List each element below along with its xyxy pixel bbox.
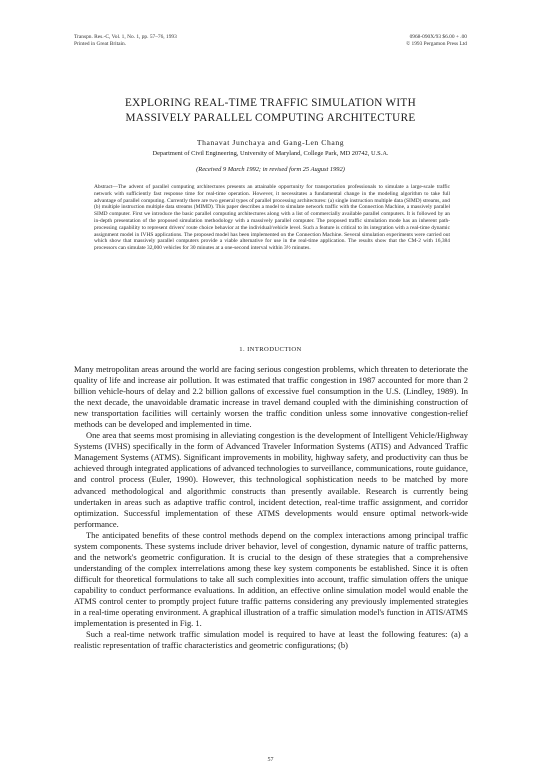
body-text bbox=[74, 364, 468, 651]
paragraph-1: Many metropolitan areas around the world are facing serious congestion problems, which threaten to deteriorate the quality of life and increase air pollution. It was estimated that traffic congestion in 1987 accounted for more than 2 billion vehicle-hours of delay and 2.2 billion gallons of excessive fuel consumption in the U.S. (Lindley, 1989). In the next decade, the unavoidable dramatic increase in travel demand coupled with the diminishing construction of new transportation facilities will certainly worsen the traffic condition unless some innovative congestion-relief methods can be developed and implemented in time. bbox=[74, 364, 468, 430]
price-code-line: 0968-090X/93 $6.00 + .00 bbox=[409, 34, 467, 40]
citation-line: Transpn. Res.-C, Vol. 1, No. 1, pp. 57–76, 1993 bbox=[74, 34, 177, 40]
abstract bbox=[94, 184, 450, 252]
abstract-text: —The advent of parallel computing architectures presents an attainable opportunity for transportation professionals to simulate a large-scale traffic network with sufficiently fast response time for real-time operation. However, it necessitates a fundamental change in the modeling algorithm to take full advantage of parallel computing. Currently there are two general types of parallel processing architectures: (a) single instruction multiple data (SIMD) streams, and (b) multiple instruction multiple data streams (MIMD). This paper describes a model to simulate network traffic with the Connection Machine, a massively parallel SIMD computer. First we introduce the basic parallel computing architectures along with a list of commercially available parallel computers. It is followed by an in-depth presentation of the proposed simulation methodology with a massively parallel computer. The proposed traffic simulation mode has an inherent path-processing capability to represent drivers' route choice behavior at the individual/vehicle level. Such a feature is critical to its integration with a real-time dynamic assignment model in IVHS applications. The proposed model has been implemented on the Connection Machine. Several simulation experiments were carried out which show that massively parallel computers provide a viable alternative for use in the real-time application. The results show that the CM-2 with 16,384 processors can simulate 32,000 vehicles for 30 minutes at a one-second interval within 3½ minutes. bbox=[94, 184, 450, 252]
section-heading: 1. INTRODUCTION bbox=[239, 346, 302, 353]
paragraph-4: Such a real-time network traffic simulation model is required to have at least the following features: (a) a realistic representation of traffic characteristics and geometric configurations; (b) bbox=[74, 629, 468, 651]
abstract-lead: Abstract bbox=[94, 184, 113, 190]
journal-citation bbox=[74, 34, 177, 48]
received-dates: (Received 9 March 1992; in revised form 25 August 1992) bbox=[196, 166, 345, 173]
paragraph-2: One area that seems most promising in alleviating congestion is the development of Intelligent Vehicle/Highway Systems (IVHS) specifically in the form of Advanced Traveler Information Systems (ATIS) and Advanced Traffic Management Systems (ATMS). Significant improvements in mobility, highway safety, and productivity can thus be achieved through integrated applications of advanced technologies to surveillance, communications, route guidance, and control process (Euler, 1990). However, this technological sophistication needs to be matched by more advanced methodological and algorithmic constructs than presently available. Research is currently being undertaken in areas such as adaptive traffic control, incident detection, real-time traffic assignment, and corridor optimization. Successful implementation of these ATMS developments would ensure optimal network-wide performance. bbox=[74, 430, 468, 529]
authors: Thanavat Junchaya and Gang-Len Chang bbox=[196, 138, 345, 147]
paragraph-3: The anticipated benefits of these control methods depend on the complex interactions among principal traffic system components. These systems include driver behavior, level of congestion, dynamic nature of traffic patterns, and the network's geometric configuration. It is crucial to the design of these strategies that a comprehensive understanding of the complex interrelations among these key system components be established. Since it is often difficult for theoretical formulations to take all such complexities into account, traffic simulation offers the unique capability to conduct performance evaluations. In addition, an effective online simulation model would enable the ATMS control center to promptly project future traffic patterns considering any previously implemented strategies in a real-time operating environment. A graphical illustration of a traffic simulation model's function in ATIS/ATMS implementation is presented in Fig. 1. bbox=[74, 529, 468, 629]
affiliation: Department of Civil Engineering, University of Maryland, College Park, MD 20742, U.S.A. bbox=[152, 150, 389, 157]
copyright-block bbox=[406, 34, 467, 48]
printed-in-line: Printed in Great Britain. bbox=[74, 41, 127, 47]
title-line-1: EXPLORING REAL-TIME TRAFFIC SIMULATION WITH bbox=[125, 97, 416, 109]
copyright-line: © 1993 Pergamon Press Ltd bbox=[406, 41, 467, 47]
title-line-2: MASSIVELY PARALLEL COMPUTING ARCHITECTURE bbox=[125, 112, 416, 124]
paper-title bbox=[60, 96, 481, 126]
page-number: 57 bbox=[267, 757, 274, 763]
